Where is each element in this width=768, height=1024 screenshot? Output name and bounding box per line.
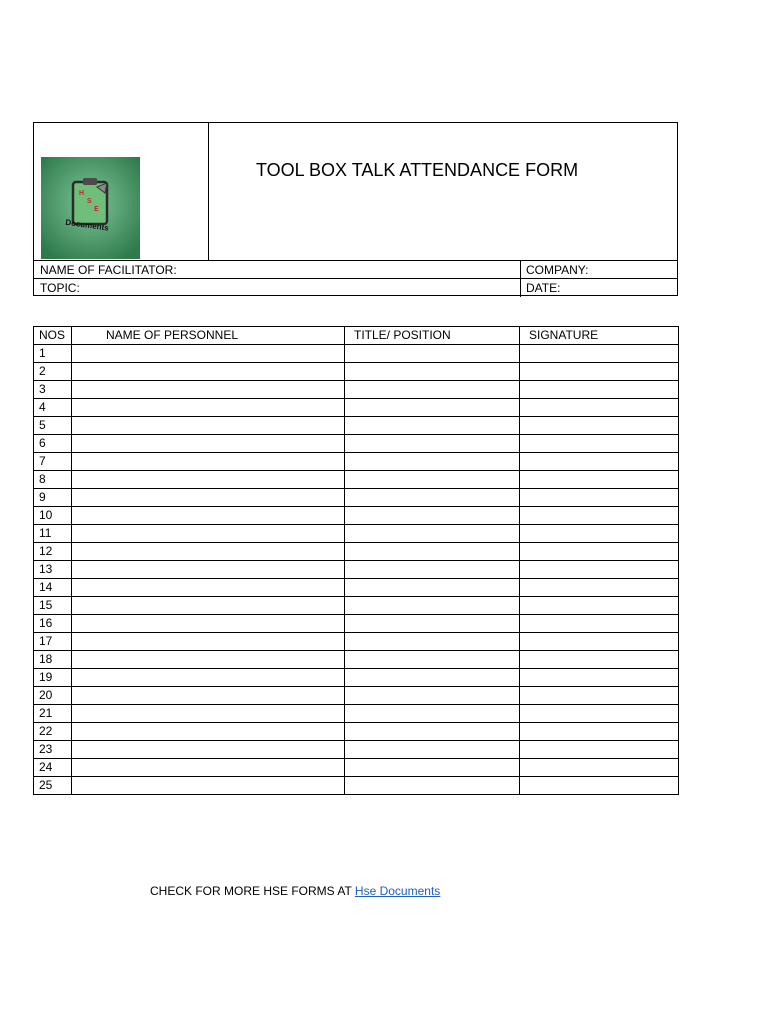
- name-cell[interactable]: [72, 633, 345, 651]
- name-cell[interactable]: [72, 777, 345, 795]
- row-number: 25: [34, 777, 72, 795]
- title-position-cell[interactable]: [345, 561, 520, 579]
- name-cell[interactable]: [72, 759, 345, 777]
- table-row: [34, 543, 679, 561]
- name-cell[interactable]: [72, 705, 345, 723]
- table-row: [34, 399, 679, 417]
- svg-text:E: E: [94, 206, 99, 213]
- row-number: 9: [34, 489, 72, 507]
- table-row: [34, 363, 679, 381]
- row-number: 13: [34, 561, 72, 579]
- title-position-cell[interactable]: [345, 633, 520, 651]
- signature-cell[interactable]: [520, 507, 679, 525]
- title-position-cell[interactable]: [345, 507, 520, 525]
- title-position-cell[interactable]: [345, 597, 520, 615]
- title-position-cell[interactable]: [345, 687, 520, 705]
- name-cell[interactable]: [72, 435, 345, 453]
- footer-note: [150, 884, 440, 898]
- header-signature: SIGNATURE: [520, 327, 679, 345]
- row-number: 22: [34, 723, 72, 741]
- row-number: 15: [34, 597, 72, 615]
- title-position-cell[interactable]: [345, 417, 520, 435]
- name-cell[interactable]: [72, 561, 345, 579]
- signature-cell[interactable]: [520, 399, 679, 417]
- signature-cell[interactable]: [520, 435, 679, 453]
- signature-cell[interactable]: [520, 381, 679, 399]
- name-cell[interactable]: [72, 651, 345, 669]
- table-row: [34, 345, 679, 363]
- header-nos: NOS: [34, 327, 72, 345]
- name-cell[interactable]: [72, 741, 345, 759]
- title-position-cell[interactable]: [345, 741, 520, 759]
- title-position-cell[interactable]: [345, 579, 520, 597]
- header-name: NAME OF PERSONNEL: [72, 327, 345, 345]
- row-number: 5: [34, 417, 72, 435]
- hse-documents-link[interactable]: Hse Documents: [354, 884, 441, 898]
- title-position-cell[interactable]: [345, 669, 520, 687]
- table-row: [34, 633, 679, 651]
- title-position-cell[interactable]: [345, 453, 520, 471]
- title-position-cell[interactable]: [345, 543, 520, 561]
- svg-text:H: H: [79, 190, 85, 197]
- date-label: DATE:: [526, 281, 561, 295]
- table-row: [34, 453, 679, 471]
- title-position-cell[interactable]: [345, 345, 520, 363]
- title-position-cell[interactable]: [345, 615, 520, 633]
- row-number: 19: [34, 669, 72, 687]
- signature-cell[interactable]: [520, 471, 679, 489]
- signature-cell[interactable]: [520, 651, 679, 669]
- logo-cell: [34, 123, 209, 260]
- name-cell[interactable]: [72, 417, 345, 435]
- table-row: [34, 471, 679, 489]
- title-position-cell[interactable]: [345, 651, 520, 669]
- row-number: 3: [34, 381, 72, 399]
- table-row: [34, 561, 679, 579]
- name-cell[interactable]: [72, 363, 345, 381]
- attendance-table: [33, 326, 679, 795]
- facilitator-row: [34, 260, 677, 279]
- signature-cell[interactable]: [520, 723, 679, 741]
- signature-cell[interactable]: [520, 525, 679, 543]
- row-number: 23: [34, 741, 72, 759]
- row-number: 2: [34, 363, 72, 381]
- name-cell[interactable]: [72, 453, 345, 471]
- title-position-cell[interactable]: [345, 525, 520, 543]
- table-header-row: [34, 327, 679, 345]
- row-number: 8: [34, 471, 72, 489]
- row-number: 6: [34, 435, 72, 453]
- signature-cell[interactable]: [520, 363, 679, 381]
- row-number: 17: [34, 633, 72, 651]
- table-row: [34, 651, 679, 669]
- table-row: [34, 597, 679, 615]
- title-position-cell[interactable]: [345, 777, 520, 795]
- table-row: [34, 723, 679, 741]
- name-cell[interactable]: [72, 669, 345, 687]
- signature-cell[interactable]: [520, 687, 679, 705]
- topic-label: TOPIC:: [40, 281, 80, 295]
- row-number: 4: [34, 399, 72, 417]
- name-cell[interactable]: [72, 579, 345, 597]
- row-number: 14: [34, 579, 72, 597]
- row-divider: [520, 279, 521, 297]
- logo-wordmark: Documents: [64, 217, 110, 233]
- signature-cell[interactable]: [520, 705, 679, 723]
- title-position-cell[interactable]: [345, 489, 520, 507]
- title-position-cell[interactable]: [345, 381, 520, 399]
- name-cell[interactable]: [72, 597, 345, 615]
- header-title-position: TITLE/ POSITION: [345, 327, 520, 345]
- row-number: 21: [34, 705, 72, 723]
- hse-documents-logo: [41, 157, 140, 259]
- facilitator-label: NAME OF FACILITATOR:: [40, 263, 177, 277]
- title-position-cell[interactable]: [345, 705, 520, 723]
- title-position-cell[interactable]: [345, 759, 520, 777]
- signature-cell[interactable]: [520, 417, 679, 435]
- title-position-cell[interactable]: [345, 471, 520, 489]
- name-cell[interactable]: [72, 543, 345, 561]
- svg-text:S: S: [87, 198, 92, 205]
- title-position-cell[interactable]: [345, 399, 520, 417]
- name-cell[interactable]: [72, 381, 345, 399]
- table-row: [34, 507, 679, 525]
- row-number: 20: [34, 687, 72, 705]
- signature-cell[interactable]: [520, 453, 679, 471]
- form-title: TOOL BOX TALK ATTENDANCE FORM: [256, 160, 579, 180]
- row-number: 10: [34, 507, 72, 525]
- name-cell[interactable]: [72, 615, 345, 633]
- company-label: COMPANY:: [526, 263, 589, 277]
- table-row: [34, 435, 679, 453]
- row-number: 11: [34, 525, 72, 543]
- row-number: 18: [34, 651, 72, 669]
- table-row: [34, 489, 679, 507]
- signature-cell[interactable]: [520, 741, 679, 759]
- row-number: 12: [34, 543, 72, 561]
- name-cell[interactable]: [72, 399, 345, 417]
- topic-row: [34, 278, 677, 297]
- table-row: [34, 705, 679, 723]
- name-cell[interactable]: [72, 525, 345, 543]
- table-row: [34, 381, 679, 399]
- title-position-cell[interactable]: [345, 723, 520, 741]
- signature-cell[interactable]: [520, 615, 679, 633]
- row-divider: [520, 261, 521, 279]
- table-row: [34, 417, 679, 435]
- footer-text: CHECK FOR MORE HSE FORMS AT: [150, 884, 355, 898]
- signature-cell[interactable]: [520, 561, 679, 579]
- name-cell[interactable]: [72, 345, 345, 363]
- table-row: [34, 579, 679, 597]
- row-number: 7: [34, 453, 72, 471]
- name-cell[interactable]: [72, 723, 345, 741]
- name-cell[interactable]: [72, 507, 345, 525]
- signature-cell[interactable]: [520, 579, 679, 597]
- table-row: [34, 777, 679, 795]
- signature-cell[interactable]: [520, 777, 679, 795]
- table-row: [34, 669, 679, 687]
- signature-cell[interactable]: [520, 597, 679, 615]
- signature-cell[interactable]: [520, 489, 679, 507]
- signature-cell[interactable]: [520, 633, 679, 651]
- name-cell[interactable]: [72, 687, 345, 705]
- signature-cell[interactable]: [520, 759, 679, 777]
- table-row: [34, 525, 679, 543]
- title-position-cell[interactable]: [345, 363, 520, 381]
- table-row: [34, 741, 679, 759]
- name-cell[interactable]: [72, 489, 345, 507]
- name-cell[interactable]: [72, 471, 345, 489]
- table-row: [34, 759, 679, 777]
- table-row: [34, 687, 679, 705]
- row-number: 16: [34, 615, 72, 633]
- row-number: 1: [34, 345, 72, 363]
- signature-cell[interactable]: [520, 543, 679, 561]
- signature-cell[interactable]: [520, 669, 679, 687]
- form-header: [33, 122, 678, 296]
- signature-cell[interactable]: [520, 345, 679, 363]
- title-position-cell[interactable]: [345, 435, 520, 453]
- table-row: [34, 615, 679, 633]
- row-number: 24: [34, 759, 72, 777]
